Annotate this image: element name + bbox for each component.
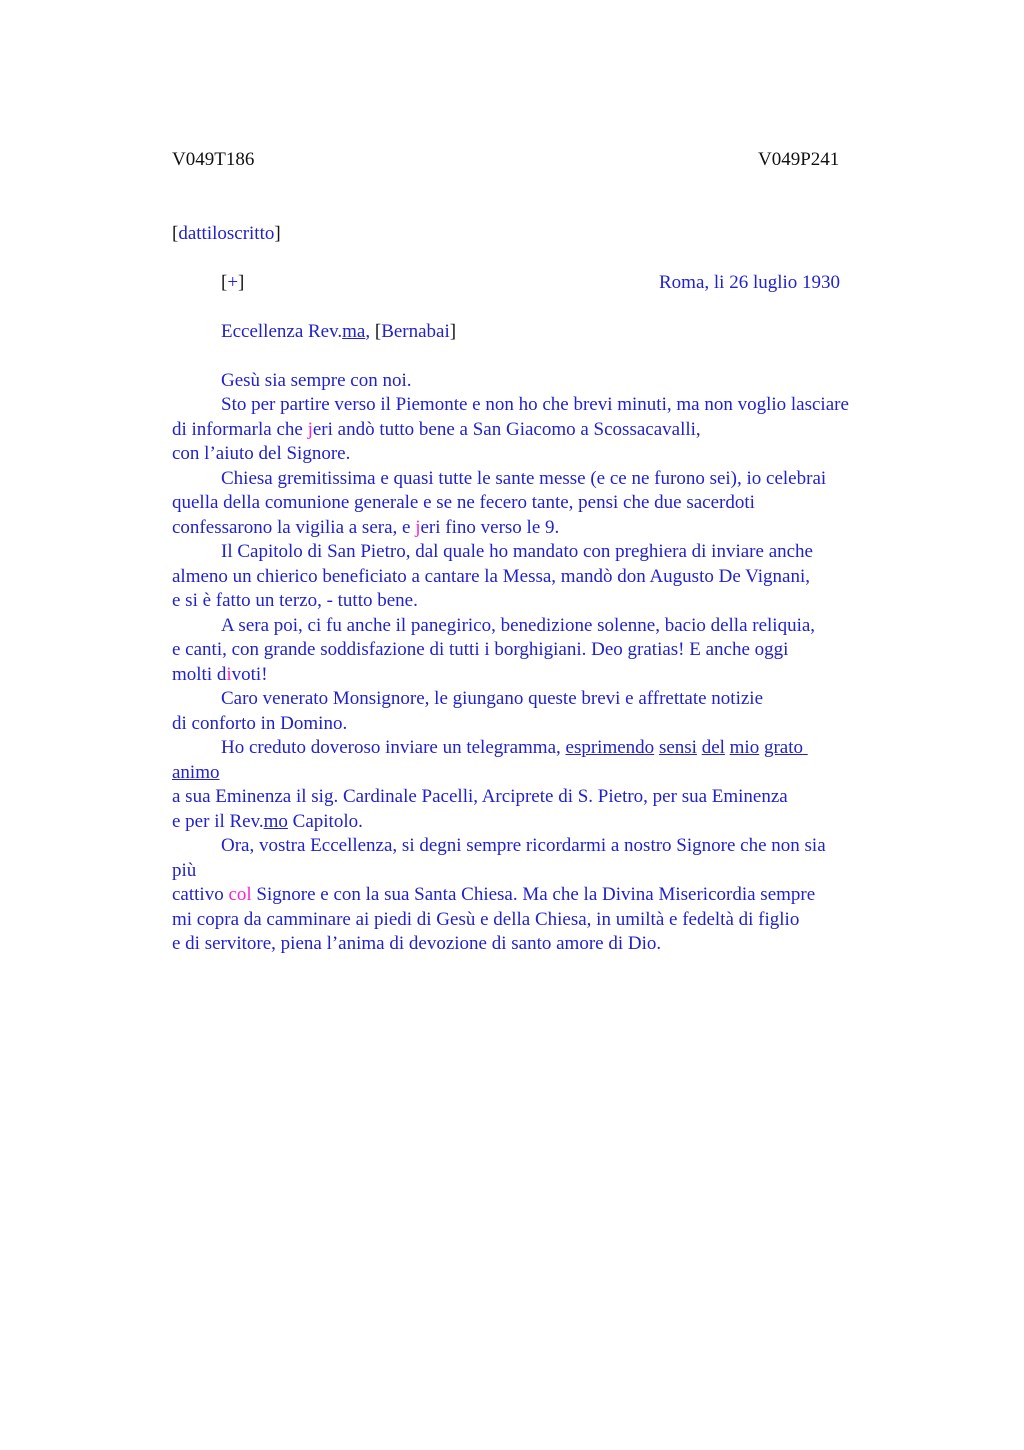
dateline xyxy=(659,271,840,296)
text-run: voti! xyxy=(231,663,268,685)
letter-line xyxy=(172,785,916,810)
text-run: e canti, con grande soddisfazione di tutti i borghigiani. Deo gratias! E anche oggi xyxy=(172,639,789,660)
text-run: Ora, vostra Eccellenza, si degni sempre ricordarmi a nostro Signore che non sia xyxy=(221,835,826,856)
letter-line xyxy=(172,932,916,957)
letter-line xyxy=(172,712,916,737)
salutation xyxy=(172,320,916,345)
text-run: del xyxy=(701,737,725,758)
text-run: grato xyxy=(763,737,808,758)
text-run: più xyxy=(172,859,197,881)
text-run: e si è fatto un terzo, - tutto bene. xyxy=(172,590,418,611)
text-run: [ xyxy=(221,271,228,293)
text-run: di conforto in Domino. xyxy=(172,712,348,734)
text-run: Caro venerato Monsignore, le giungano queste brevi e affrettate notizie xyxy=(221,688,764,709)
text-run: Chiesa gremitissima e quasi tutte le sante messe (e ce ne furono sei), io celebrai xyxy=(221,467,827,489)
text-run: V049P241 xyxy=(758,149,840,170)
cross-mark-line xyxy=(172,271,916,296)
text-run: Capitolo. xyxy=(287,810,363,832)
text-run: a sua Eminenza il sig. Cardinale Pacelli, Arciprete di S. Pietro, per sua Eminenza xyxy=(172,786,788,807)
text-run: + xyxy=(227,271,239,293)
text-run: animo xyxy=(172,761,220,783)
letter-line xyxy=(172,516,916,541)
text-run: di informarla che xyxy=(172,418,308,440)
text-run: j xyxy=(415,516,421,538)
letter-line xyxy=(172,663,916,688)
letter-line xyxy=(172,908,916,933)
text-run: almeno un chierico beneficiato a cantare la Messa, mandò don Augusto De Vignani, xyxy=(172,565,810,587)
letter-line xyxy=(172,761,916,786)
text-run: ] xyxy=(274,222,281,244)
text-run: ma xyxy=(342,320,366,342)
text-run: , xyxy=(365,320,375,342)
text-run: sensi xyxy=(658,737,697,758)
letter-line xyxy=(172,442,916,467)
typescript-annotation xyxy=(172,222,916,247)
letter-line xyxy=(172,467,916,492)
text-run: cattivo xyxy=(172,884,229,905)
letter-line xyxy=(172,565,916,590)
text-run: [ xyxy=(374,320,382,342)
text-run: Roma, li 26 luglio 1930 xyxy=(659,271,841,293)
text-run: V049T186 xyxy=(172,149,255,170)
text-run: ] xyxy=(449,320,457,342)
text-run: e per il Rev. xyxy=(172,810,264,832)
letter-line xyxy=(172,418,916,443)
header-codes-row xyxy=(172,148,916,173)
text-run: Bernabai xyxy=(381,320,450,342)
text-run: Ho creduto doveroso inviare un telegramma, xyxy=(221,737,566,758)
text-run: [ xyxy=(172,222,179,244)
text-run: mi copra da camminare ai piedi di Gesù e della Chiesa, in umiltà e fedeltà di figlio xyxy=(172,908,800,930)
text-run: Sto per partire verso il Piemonte e non ho che brevi minuti, ma non voglio lasciare xyxy=(221,394,849,415)
letter-line xyxy=(172,834,916,859)
text-run: quella della comunione generale e se ne fecero tante, pensi che due sacerdoti xyxy=(172,492,755,513)
text-run: eri andò tutto bene a San Giacomo a Scossacavalli, xyxy=(312,418,701,440)
blank-line xyxy=(172,344,916,369)
text-run: con l’aiuto del Signore. xyxy=(172,443,351,464)
letter-line xyxy=(172,540,916,565)
text-run: eri fino verso le 9. xyxy=(420,516,560,538)
blank-line xyxy=(172,173,916,198)
text-run: col xyxy=(228,884,252,905)
text-run: mio xyxy=(729,737,760,758)
text-run: esprimendo xyxy=(565,737,655,758)
text-run: e di servitore, piena l’anima di devozione di santo amore di Dio. xyxy=(172,933,662,954)
letter-line xyxy=(172,393,916,418)
blank-line xyxy=(172,197,916,222)
letter-line xyxy=(172,614,916,639)
blank-line xyxy=(172,295,916,320)
letter-content xyxy=(172,148,916,957)
page-code-right xyxy=(758,148,839,173)
text-run: dattiloscritto xyxy=(178,222,275,244)
letter-line xyxy=(172,810,916,835)
text-run: A sera poi, ci fu anche il panegirico, benedizione solenne, bacio della reliquia, xyxy=(221,614,816,636)
letter-line xyxy=(172,589,916,614)
text-run: Eccellenza Rev. xyxy=(221,320,343,342)
letter-line xyxy=(172,859,916,884)
text-run: mo xyxy=(263,810,288,832)
text-run: Signore e con la sua Santa Chiesa. Ma che la Divina Misericordia sempre xyxy=(251,884,816,905)
text-run: Il Capitolo di San Pietro, dal quale ho mandato con preghiera di inviare anche xyxy=(221,541,813,562)
letter-line xyxy=(172,736,916,761)
letter-line xyxy=(172,638,916,663)
text-run: molti d xyxy=(172,663,227,685)
letter-line xyxy=(172,687,916,712)
text-run: confessarono la vigilia a sera, e xyxy=(172,516,416,538)
letter-line xyxy=(172,369,916,394)
letter-line xyxy=(172,883,916,908)
text-run: j xyxy=(307,418,313,440)
letter-line xyxy=(172,491,916,516)
text-run: Gesù sia sempre con noi. xyxy=(221,369,412,391)
blank-line xyxy=(172,246,916,271)
text-run: i xyxy=(226,663,232,685)
text-run: ] xyxy=(238,271,245,293)
